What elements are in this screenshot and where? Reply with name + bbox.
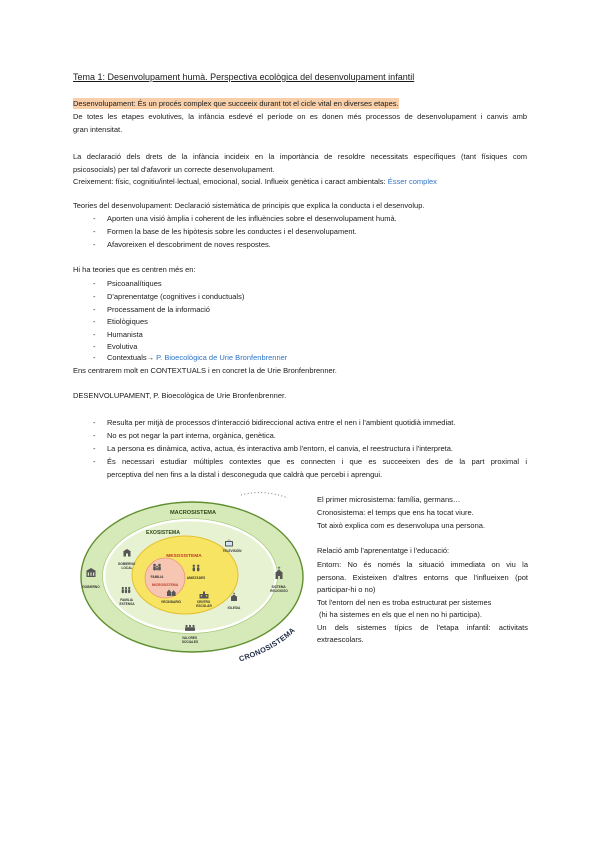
intro-line: gran intensitat. [73, 125, 123, 134]
node-label-familia: FAMILIA [150, 575, 164, 579]
side-note-heading: Relació amb l'aprenentatge i l'educació: [317, 546, 450, 555]
rights-line: psicosocials) per tal d'afavorir un correcte desenvolupament. [73, 165, 275, 174]
node-label-valores-sociales: SOCIALES [181, 640, 199, 645]
exosistema-label: EXOSISTEMA [145, 530, 181, 536]
node-label-amistades: AMISTADES [186, 576, 206, 580]
svg-text:SISTEMA RELIGIOSO [270, 585, 288, 593]
node-label-valores-sociales: VALORES [181, 636, 198, 640]
node-label-familia-extensa: FAMILIA [120, 598, 133, 602]
side-note-line: extraescolars. [317, 635, 364, 644]
list-item: - La persona es dinàmica, activa, actua, és interactiva amb l'entorn, el canvia, el reestructura i l'interpreta. [107, 443, 453, 454]
rights-line: La declaració dels drets de la infància incideix en la importància de resoldre necessitats específiques (tant físiques com [73, 152, 527, 161]
arrow-icon: → [146, 353, 155, 362]
list-item: - Evolutiva [107, 341, 137, 352]
definition-line [73, 98, 399, 109]
ecological-model-diagram [76, 486, 316, 672]
list-item: - Processament de la informació [107, 304, 210, 315]
growth-line [73, 176, 437, 187]
svg-text:CENTRO ESCOLAR [196, 600, 212, 608]
list-item-continuation: perceptiva del nen fins a la distal i desconeguda que caldrà que percebi i aprengui. [107, 470, 383, 479]
list-item: - Formen la base de les hipòtesis sobre les conductes i el desenvolupament. [107, 226, 357, 237]
list-item: - Etiològiques [107, 316, 148, 327]
mesosistema-label: MESOSISTEMA [166, 554, 202, 559]
side-note-line: Tot l'entorn del nen es troba estructurat per sistemes [317, 598, 492, 607]
side-note-line: El primer microsistema: família, germans… [317, 495, 461, 504]
extended-family-icon [122, 587, 131, 593]
cronosistema-dotted-arc [241, 493, 288, 498]
list-item: - Afavoreixen el descobriment de noves respostes. [107, 239, 271, 250]
microsistema-label: MICROSISTEMA [151, 583, 179, 587]
side-note-line: Cronosistema: el temps que ens ha tocat viure. [317, 508, 474, 517]
cronosistema-text: CRONOSISTEMA [237, 625, 297, 664]
node-label-sistema-religioso: RELIGIOSO [270, 589, 288, 594]
list-item: - D'aprenentatge (cognitives i conductuals) [107, 291, 244, 302]
side-note-line: Tot això explica com es desenvolupa una persona. [317, 521, 486, 530]
bronfenbrenner-heading: DESENVOLUPAMENT, P. Bioecològica de Urie Bronfenbrenner. [73, 391, 287, 400]
svg-text:VALORES SOCIALES [182, 636, 198, 644]
list-item: - No es pot negar la part interna, orgànica, genètica. [107, 430, 276, 441]
contextual-link: P. Bioecològica de Urie Bronfenbrenner [156, 353, 288, 362]
list-item: - Aporten una visió àmplia i coherent de les influències sobre el desenvolupament humà. [107, 213, 397, 224]
side-note-line: (hi ha sistemes en els que el nen no hi participa). [319, 610, 483, 619]
node-label-gobierno-local: GOBIERNO [117, 562, 136, 566]
growth-highlight: Ésser complex [387, 177, 437, 186]
node-label-television: TELEVISIÓN [222, 549, 242, 553]
side-note-line: Un dels sistemes típics de l'etapa infantil: activitats [317, 623, 528, 632]
node-label-gobierno: GOBIERNO [82, 585, 100, 589]
side-note-line: Entorn: No és només la situació immediata on viu la [317, 560, 528, 569]
side-note-line: participar-hi o no) [317, 585, 376, 594]
social-values-icon [185, 625, 195, 631]
node-label-vecindario: VECINDARIO [160, 600, 182, 604]
contextual-label: Contextuals [107, 353, 147, 362]
intro-line: De totes les etapes evolutives, la infància esdevé el període on es donen més processos de desenvolupament i canvis amb [73, 112, 527, 121]
list-item-contextual [107, 352, 287, 363]
node-label-centro-escolar: ESCOLAR [196, 604, 212, 609]
theory-types-heading: Hi ha teories que es centren més en: [73, 265, 196, 274]
node-label-iglesia: IGLESIA [227, 606, 241, 610]
svg-text:FAMILIA EXTENSA [119, 598, 135, 606]
node-label-centro-escolar: CENTRO [196, 600, 211, 604]
growth-text: Creixement: físic, cognitiu/intel·lectual, emocional, social. Influeix genètica i caract ambientals: [73, 177, 388, 186]
definition-highlight: Desenvolupament: És un procés complex que succeeix durant tot el cicle vital en diverses etapes. [73, 99, 399, 108]
node-label-sistema-religioso: SISTEMA [271, 585, 286, 589]
list-item: - Psicoanalítiques [107, 278, 162, 289]
list-item: - Resulta per mitjà de processos d'interacció bidireccional activa entre el nen i l'ambient quotidià immediat. [107, 417, 455, 428]
list-item: - És necessari estudiar múltiples contextes que es connecten i que es succeeixen des de la part proximal i [107, 456, 527, 467]
theories-heading: Teories del desenvolupament: Declaració sistemàtica de principis que explica la conducta i el desenvolup. [73, 201, 425, 210]
node-label-familia-extensa: EXTENSA [119, 602, 135, 607]
side-note-line: persona. Existeixen d'altres entorns que l'influeixen (pot [317, 573, 528, 582]
list-item: - Humanista [107, 329, 143, 340]
macrosistema-label: MACROSISTEMA [170, 510, 216, 516]
theory-note: Ens centrarem molt en CONTEXTUALS i en concret la de Urie Bronfenbrenner. [73, 366, 337, 375]
page-title: Tema 1: Desenvolupament humà. Perspectiva ecològica del desenvolupament infantil [73, 72, 415, 82]
node-label-gobierno-local: LOCAL [121, 566, 133, 571]
